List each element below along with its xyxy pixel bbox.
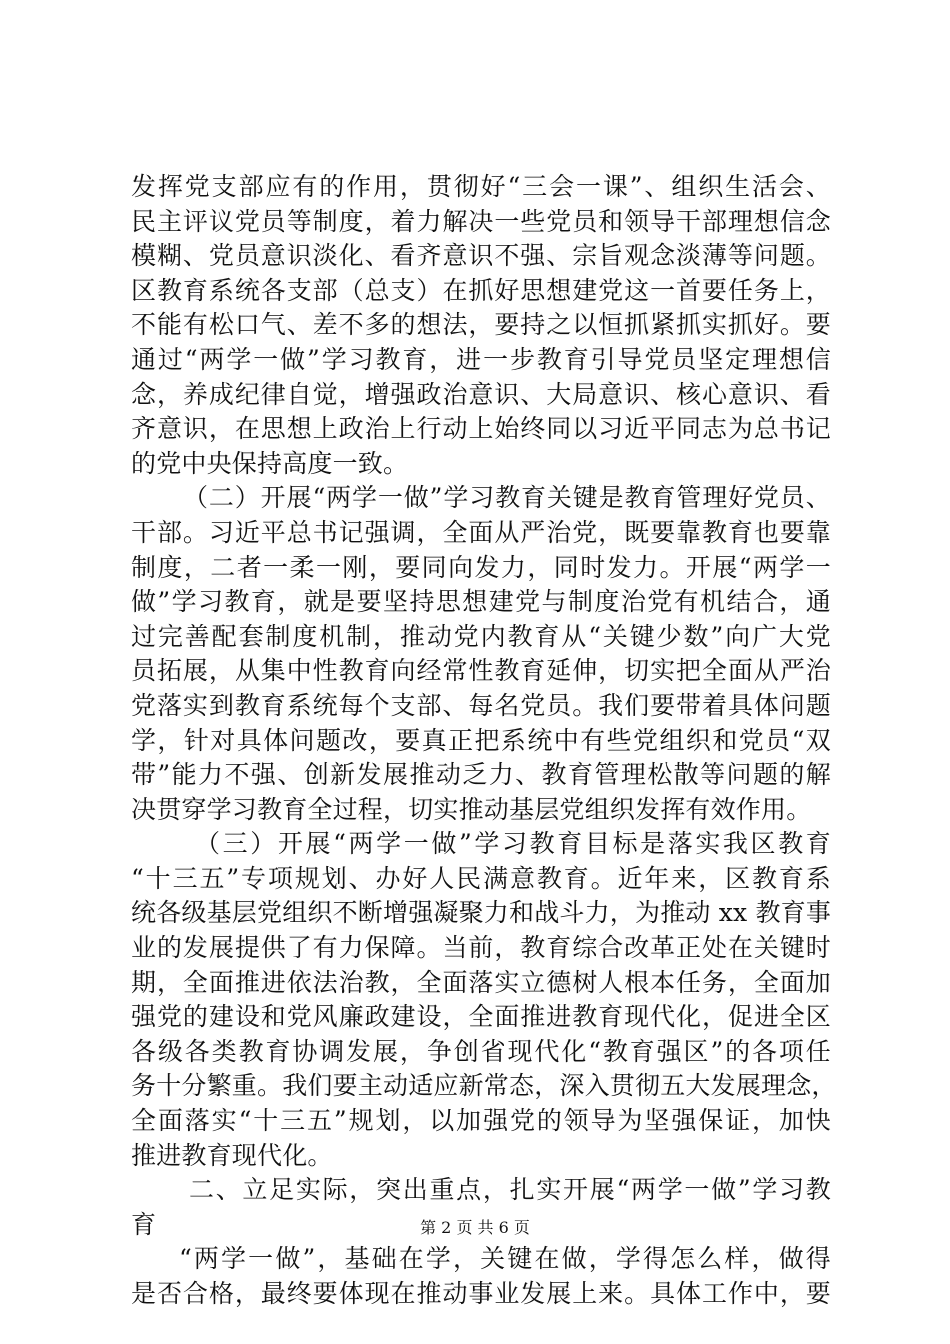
- text-line: 制度，二者一柔一刚，要同向发力，同时发力。开展“两学一: [131, 552, 831, 582]
- text-line: 不能有松口气、差不多的想法，要持之以恒抓紧抓实抓好。要: [131, 310, 831, 340]
- paragraph-first-line: “两学一做”，基础在学，关键在做，学得怎么样，做得: [179, 1244, 831, 1274]
- text-line: 强党的建设和党风廉政建设，全面推进教育现代化，促进全区: [131, 1002, 831, 1032]
- text-line: 带”能力不强、创新发展推动乏力、教育管理松散等问题的解: [131, 760, 831, 790]
- text-line: 党落实到教育系统每个支部、每名党员。我们要带着具体问题: [131, 690, 831, 720]
- text-line: 全面落实“十三五”规划，以加强党的领导为坚强保证，加快: [131, 1106, 831, 1136]
- text-line: 齐意识，在思想上政治上行动上始终同以习近平同志为总书记: [131, 414, 831, 444]
- section-3-first-line: （三）开展“两学一做”学习教育目标是落实我区教育: [195, 829, 831, 859]
- text-line: 过完善配套制度机制，推动党内教育从“关键少数”向广大党: [131, 621, 831, 651]
- text-line: 干部。习近平总书记强调，全面从严治党，既要靠教育也要靠: [131, 517, 831, 547]
- text-line: 做”学习教育，就是要坚持思想建党与制度治党有机结合，通: [131, 587, 831, 617]
- text-line: 区教育系统各支部（总支）在抓好思想建党这一首要任务上，: [131, 275, 831, 305]
- section-heading: 二、立足实际，突出重点，扎实开展“两学一做”学习教: [189, 1175, 831, 1205]
- text-line: “十三五”专项规划、办好人民满意教育。近年来，区教育系: [131, 863, 831, 893]
- text-line: 的党中央保持高度一致。: [131, 448, 409, 478]
- text-line: 员拓展，从集中性教育向经常性教育延伸，切实把全面从严治: [131, 656, 831, 686]
- text-line: 模糊、党员意识淡化、看齐意识不强、宗旨观念淡薄等问题。: [131, 241, 831, 271]
- text-line: 各级各类教育协调发展，争创省现代化“教育强区”的各项任: [131, 1036, 831, 1066]
- text-line: 念，养成纪律自觉，增强政治意识、大局意识、核心意识、看: [131, 379, 831, 409]
- page-number-footer: 第 2 页 共 6 页: [420, 1218, 530, 1237]
- text-line: 通过“两学一做”学习教育，进一步教育引导党员坚定理想信: [131, 344, 831, 374]
- body-text: [131, 170, 837, 1312]
- text-line: 期，全面推进依法治教，全面落实立德树人根本任务，全面加: [131, 967, 831, 997]
- text-line: 是否合格，最终要体现在推动事业发展上来。具体工作中，要: [131, 1279, 831, 1308]
- text-line: 民主评议党员等制度，着力解决一些党员和领导干部理想信念: [131, 206, 831, 236]
- section-2-first-line: （二）开展“两学一做”学习教育关键是教育管理好党员、: [183, 483, 831, 513]
- text-line: 决贯穿学习教育全过程，切实推动基层党组织发挥有效作用。: [131, 794, 812, 824]
- text-line: 务十分繁重。我们要主动适应新常态，深入贯彻五大发展理念，: [131, 1071, 837, 1101]
- text-line: 统各级基层党组织不断增强凝聚力和战斗力，为推动 xx 教育事: [131, 898, 832, 928]
- text-line: 学，针对具体问题改，要真正把系统中有些党组织和党员“双: [131, 725, 831, 755]
- text-line: 发挥党支部应有的作用，贯彻好“三会一课”、组织生活会、: [131, 172, 831, 201]
- text-line: 推进教育现代化。: [131, 1140, 333, 1170]
- section-heading-tail: 育: [131, 1209, 157, 1239]
- text-line: 业的发展提供了有力保障。当前，教育综合改革正处在关键时: [131, 933, 831, 963]
